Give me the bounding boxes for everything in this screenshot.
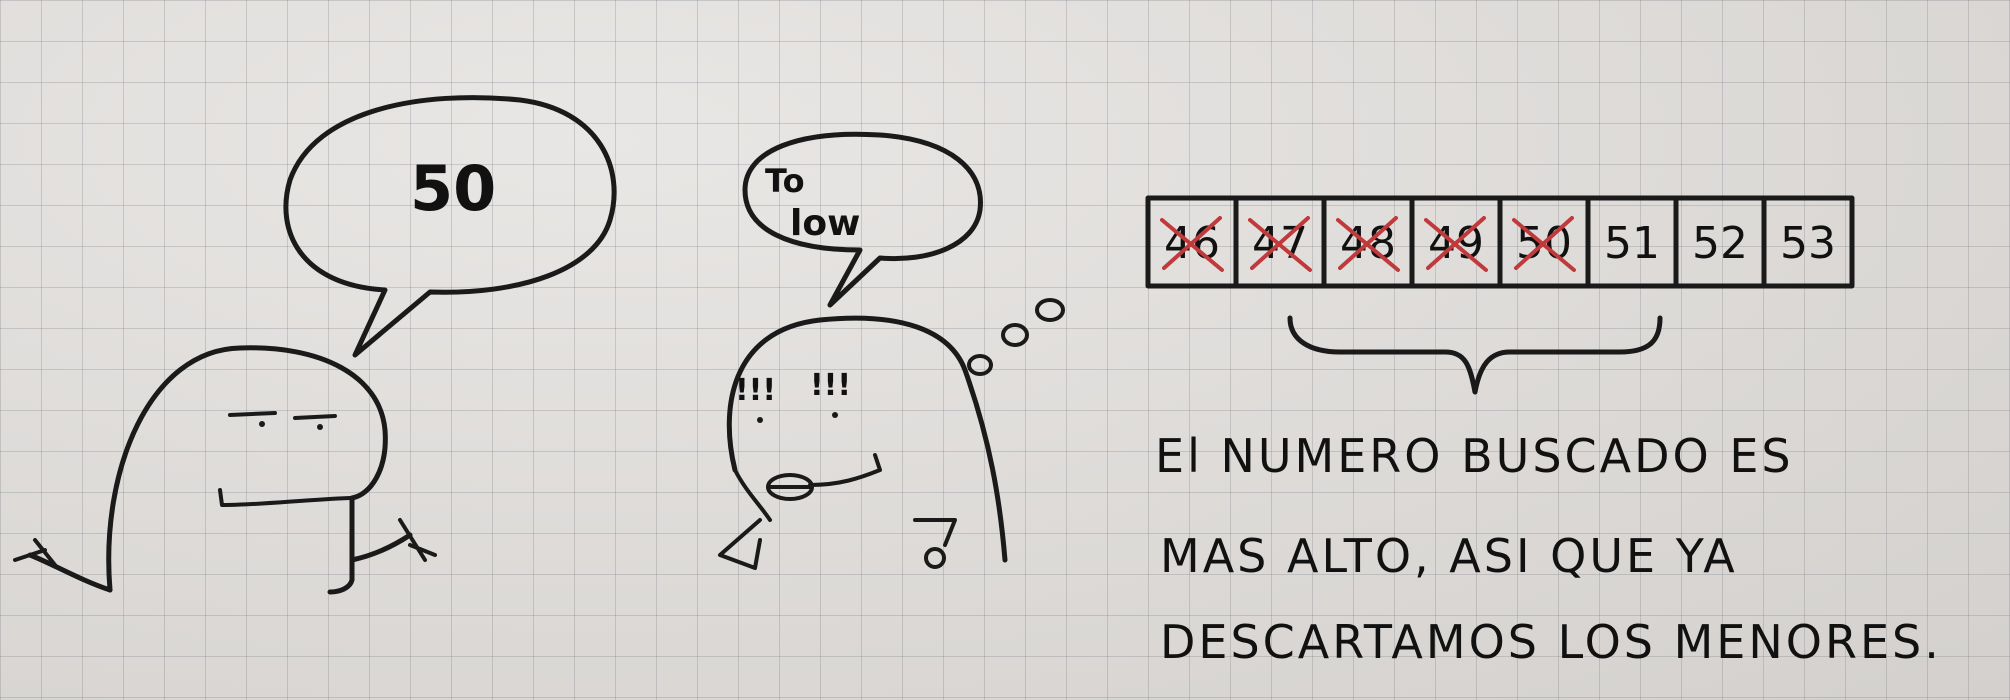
hand-middle-right-curl: [926, 549, 944, 567]
body-middle-left: [735, 470, 770, 520]
speech-text-50: 50: [410, 152, 497, 225]
number-cell-48: [1324, 198, 1412, 286]
number-cell-label: 47: [1252, 218, 1308, 269]
caption-line-3: DESCARTAMOS LOS MENORES.: [1160, 615, 1942, 669]
figure-middle: [720, 134, 1063, 568]
speech-text-low: low: [790, 203, 861, 244]
hand-middle-right: [915, 520, 955, 545]
thought-dot-2: [1003, 325, 1027, 345]
eye-left: [230, 413, 275, 415]
number-cell-label: 46: [1164, 218, 1220, 269]
pupil-left: [259, 421, 265, 427]
arm-right: [352, 535, 410, 560]
number-cell-label: 53: [1780, 218, 1836, 269]
number-cell-label: 52: [1692, 218, 1748, 269]
number-cell-53: [1764, 198, 1852, 286]
number-row: [1148, 198, 1852, 286]
mouth-line-middle: [810, 455, 880, 485]
caption-line-2: MAS ALTO, ASI QUE YA: [1160, 529, 1738, 583]
number-cell-50: [1500, 198, 1588, 286]
speech-bubble-middle: [745, 134, 980, 305]
eyes-right: !!!: [810, 368, 852, 403]
caption: [1155, 429, 1942, 669]
number-cell-49: [1412, 198, 1500, 286]
thought-dot-1: [969, 356, 991, 374]
caption-line-1: El NUMERO BUSCADO ES: [1155, 429, 1794, 483]
number-cell-label: 50: [1516, 218, 1572, 269]
number-cell-51: [1588, 198, 1676, 286]
number-cell-52: [1676, 198, 1764, 286]
arm-left: [30, 555, 110, 590]
speech-text-to: To: [765, 162, 805, 200]
dot-left: [757, 417, 763, 423]
brace: [1290, 318, 1660, 392]
speech-bubble-left: [286, 98, 614, 355]
number-cell-label: 51: [1604, 218, 1660, 269]
number-cell-46: [1148, 198, 1236, 286]
pupil-right: [317, 424, 323, 430]
body-left: [109, 348, 386, 592]
number-cell-label: 49: [1428, 218, 1484, 269]
thought-dot-3: [1037, 300, 1063, 320]
figure-left: [15, 98, 614, 592]
number-cell-47: [1236, 198, 1324, 286]
eyes-left: !!!: [735, 373, 777, 408]
eye-right: [295, 416, 335, 418]
hand-middle-left: [720, 520, 760, 568]
mouth-left: [220, 490, 350, 505]
number-cell-label: 48: [1340, 218, 1396, 269]
dot-right: [832, 412, 838, 418]
body-middle: [729, 318, 1005, 560]
